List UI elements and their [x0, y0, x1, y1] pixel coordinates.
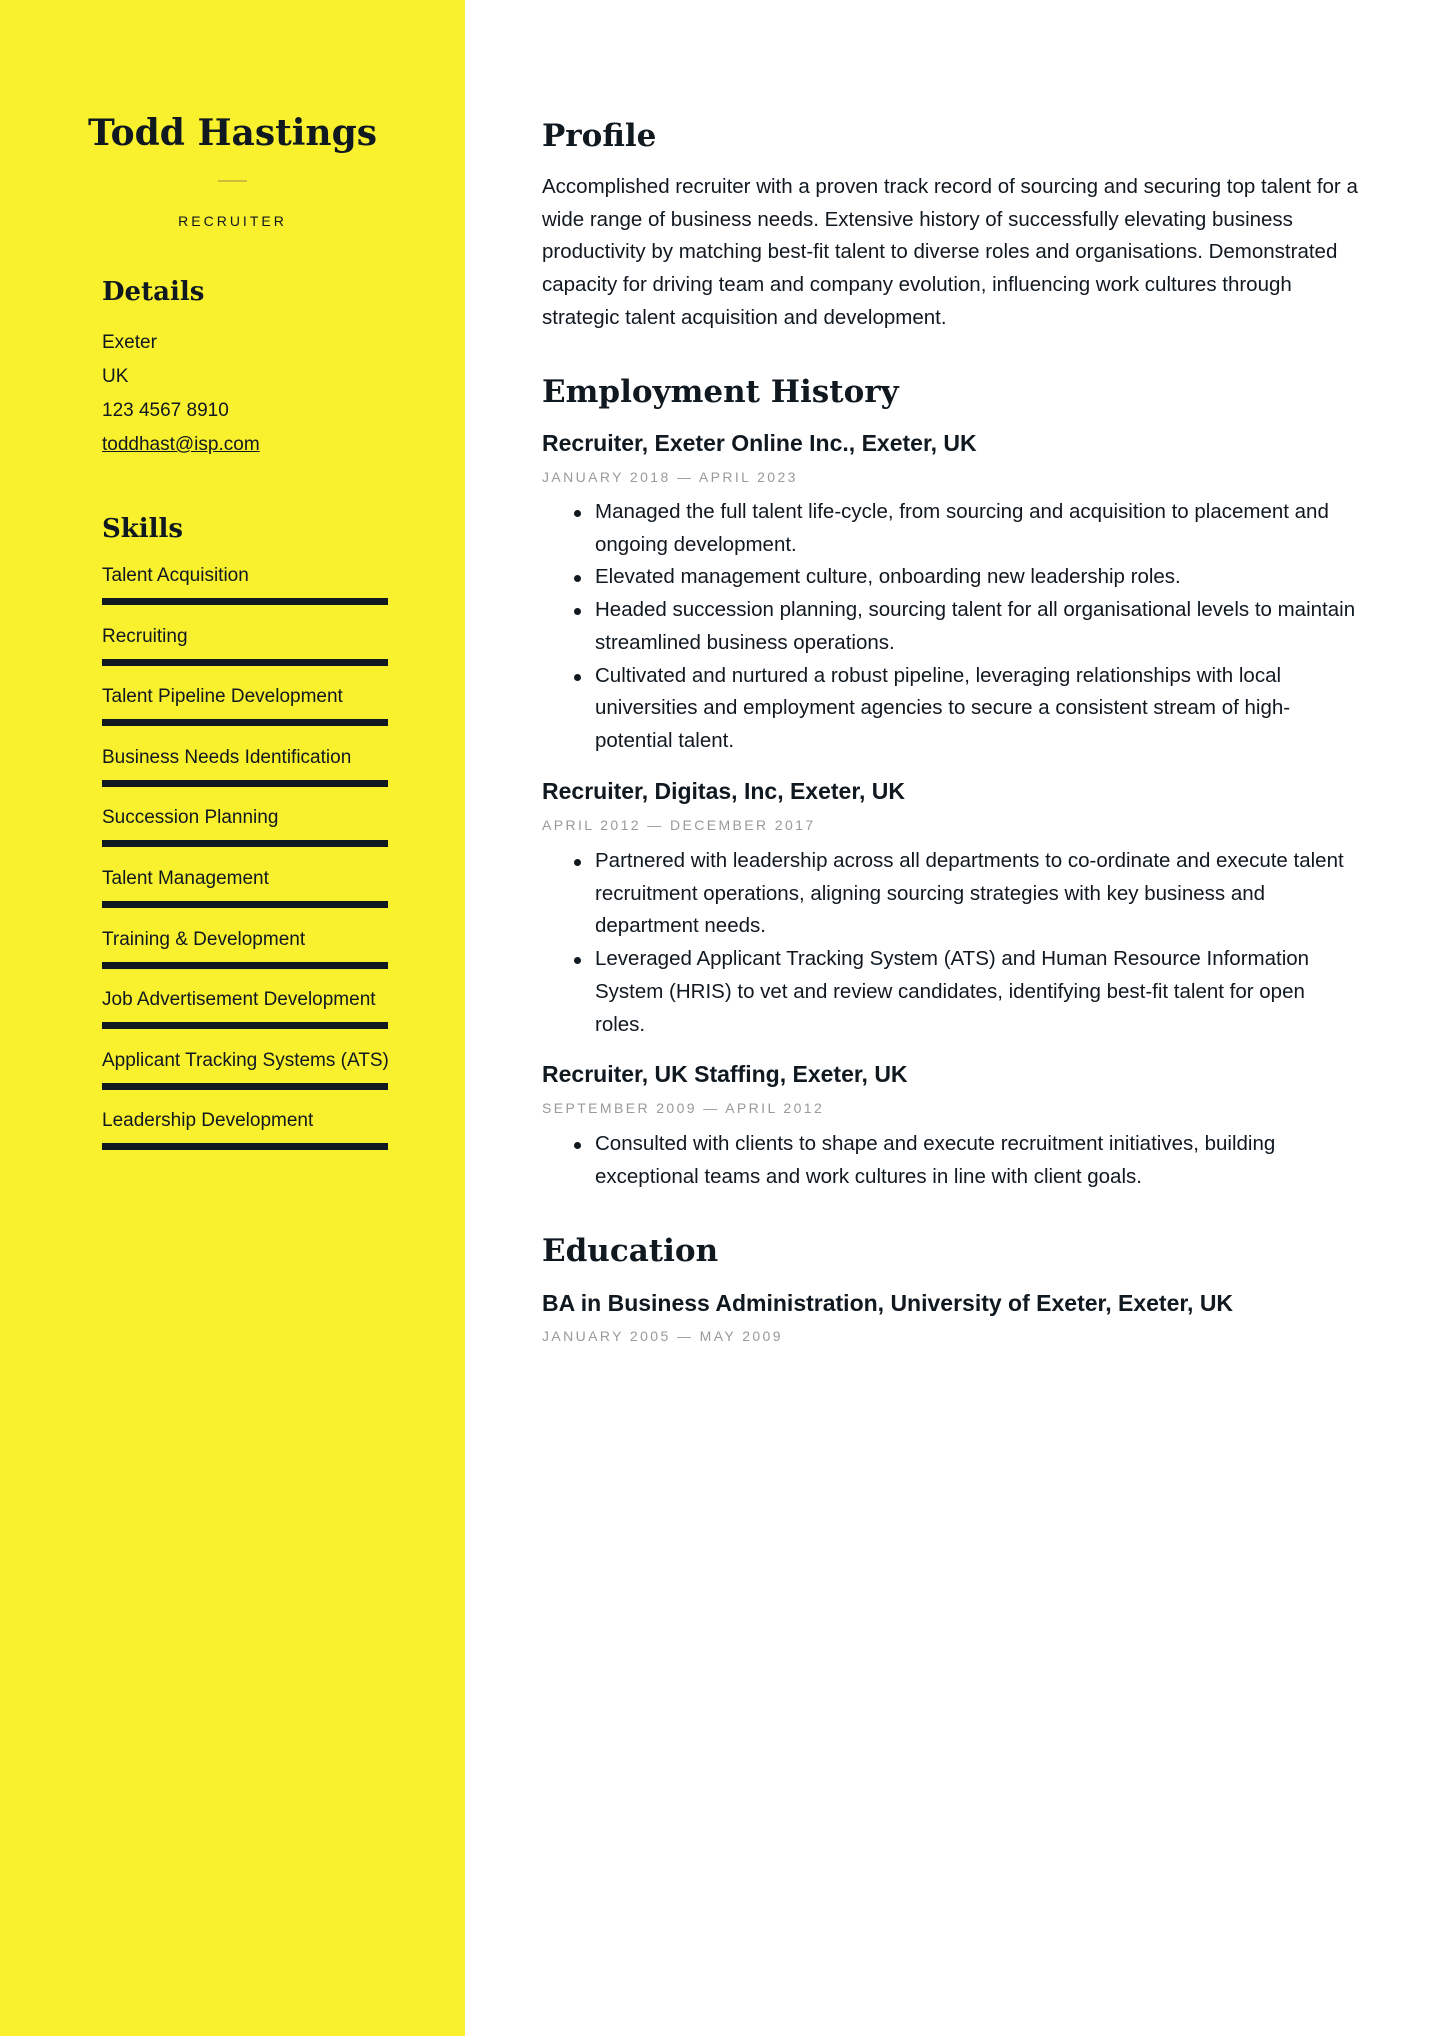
skills-heading: Skills: [102, 514, 184, 544]
skill-item: [102, 986, 388, 1047]
degree-title: BA in Business Administration, University of Exeter, Exeter, UK: [542, 1290, 1234, 1316]
details-heading: Details: [102, 277, 205, 307]
skill-level-fill: [102, 1143, 388, 1150]
education-heading: Education: [542, 1233, 719, 1269]
skill-level-bar: [102, 840, 388, 847]
skill-level-fill: [102, 659, 388, 666]
list-item: Cultivated and nurtured a robust pipeline, leveraging relationships with local universities and employment agencies to secure a consistent stream of high-potential talent.: [595, 660, 1360, 758]
skill-level-bar: [102, 780, 388, 787]
skill-level-fill: [102, 962, 388, 969]
details-country: UK: [102, 366, 129, 387]
skill-level-bar: [102, 598, 388, 605]
skill-label: Talent Management: [102, 867, 269, 889]
skill-level-fill: [102, 1022, 388, 1029]
job-role: RECRUITER: [178, 213, 287, 229]
job-title: Recruiter, Exeter Online Inc., Exeter, UK: [542, 430, 977, 456]
candidate-name: Todd Hastings: [87, 112, 378, 154]
skills-list: [102, 562, 388, 1168]
skill-level-bar: [102, 1022, 388, 1029]
job-dates: APRIL 2012 — DECEMBER 2017: [542, 817, 816, 833]
skill-label: Succession Planning: [102, 807, 279, 829]
sidebar: [0, 0, 465, 2036]
skill-item: [102, 1107, 388, 1168]
list-item: Elevated management culture, onboarding new leadership roles.: [595, 561, 1360, 594]
list-item: Leveraged Applicant Tracking System (ATS) and Human Resource Information System (HRIS) to vet and review candidates, identifying best-fit talent for open roles.: [595, 943, 1360, 1041]
list-item: Headed succession planning, sourcing talent for all organisational levels to maintain streamlined business operations.: [595, 594, 1360, 659]
skill-item: [102, 1047, 388, 1108]
list-item: Partnered with leadership across all departments to co-ordinate and execute talent recruitment operations, aligning sourcing strategies with key business and department needs.: [595, 845, 1360, 943]
profile-text: Accomplished recruiter with a proven track record of sourcing and securing top talent for a wide range of business needs. Extensive history of successfully elevating business productivity by matching best-fit talent to diverse roles and organisations. Demonstrated capacity for driving team and company evolution, influencing work cultures through strategic talent acquisition and development.: [542, 175, 1358, 329]
job-title: Recruiter, UK Staffing, Exeter, UK: [542, 1061, 908, 1087]
job-bullets: [595, 1128, 1360, 1193]
skill-level-bar: [102, 1083, 388, 1090]
skill-level-fill: [102, 1083, 388, 1090]
skill-level-bar: [102, 1143, 388, 1150]
skill-level-fill: [102, 598, 388, 605]
skill-item: [102, 683, 388, 744]
skill-level-fill: [102, 901, 388, 908]
skill-level-bar: [102, 659, 388, 666]
list-item: Consulted with clients to shape and execute recruitment initiatives, building exceptional teams and work cultures in line with client goals.: [595, 1128, 1360, 1193]
job-dates: SEPTEMBER 2009 — APRIL 2012: [542, 1100, 825, 1116]
details-city: Exeter: [102, 332, 157, 353]
degree-dates: JANUARY 2005 — MAY 2009: [542, 1328, 783, 1344]
skill-label: Business Needs Identification: [102, 746, 352, 768]
skill-item: [102, 804, 388, 865]
details-list: [102, 326, 260, 462]
skill-label: Recruiting: [102, 625, 188, 647]
name-divider: [218, 180, 247, 182]
skill-item: [102, 623, 388, 684]
profile-heading: Profile: [542, 118, 657, 154]
skill-item: [102, 865, 388, 926]
skill-item: [102, 926, 388, 987]
skill-level-fill: [102, 840, 388, 847]
skill-level-fill: [102, 719, 388, 726]
job-dates: JANUARY 2018 — APRIL 2023: [542, 469, 798, 485]
skill-level-fill: [102, 780, 388, 787]
skill-item: [102, 744, 388, 805]
skill-label: Talent Pipeline Development: [102, 686, 343, 708]
skill-label: Job Advertisement Development: [102, 989, 376, 1011]
skill-label: Training & Development: [102, 928, 306, 950]
skill-level-bar: [102, 901, 388, 908]
skill-label: Leadership Development: [102, 1110, 314, 1132]
list-item: Managed the full talent life-cycle, from sourcing and acquisition to placement and ongoing development.: [595, 496, 1360, 561]
skill-level-bar: [102, 719, 388, 726]
job-bullets: [595, 845, 1360, 1041]
job-bullets: [595, 496, 1360, 758]
skill-label: Applicant Tracking Systems (ATS): [102, 1049, 389, 1071]
job-title: Recruiter, Digitas, Inc, Exeter, UK: [542, 778, 906, 804]
skill-label: Talent Acquisition: [102, 565, 249, 586]
employment-heading: Employment History: [542, 374, 899, 410]
details-email-link[interactable]: toddhast@isp.com: [102, 434, 260, 455]
skill-item: [102, 562, 388, 623]
details-phone: 123 4567 8910: [102, 400, 229, 421]
skill-level-bar: [102, 962, 388, 969]
